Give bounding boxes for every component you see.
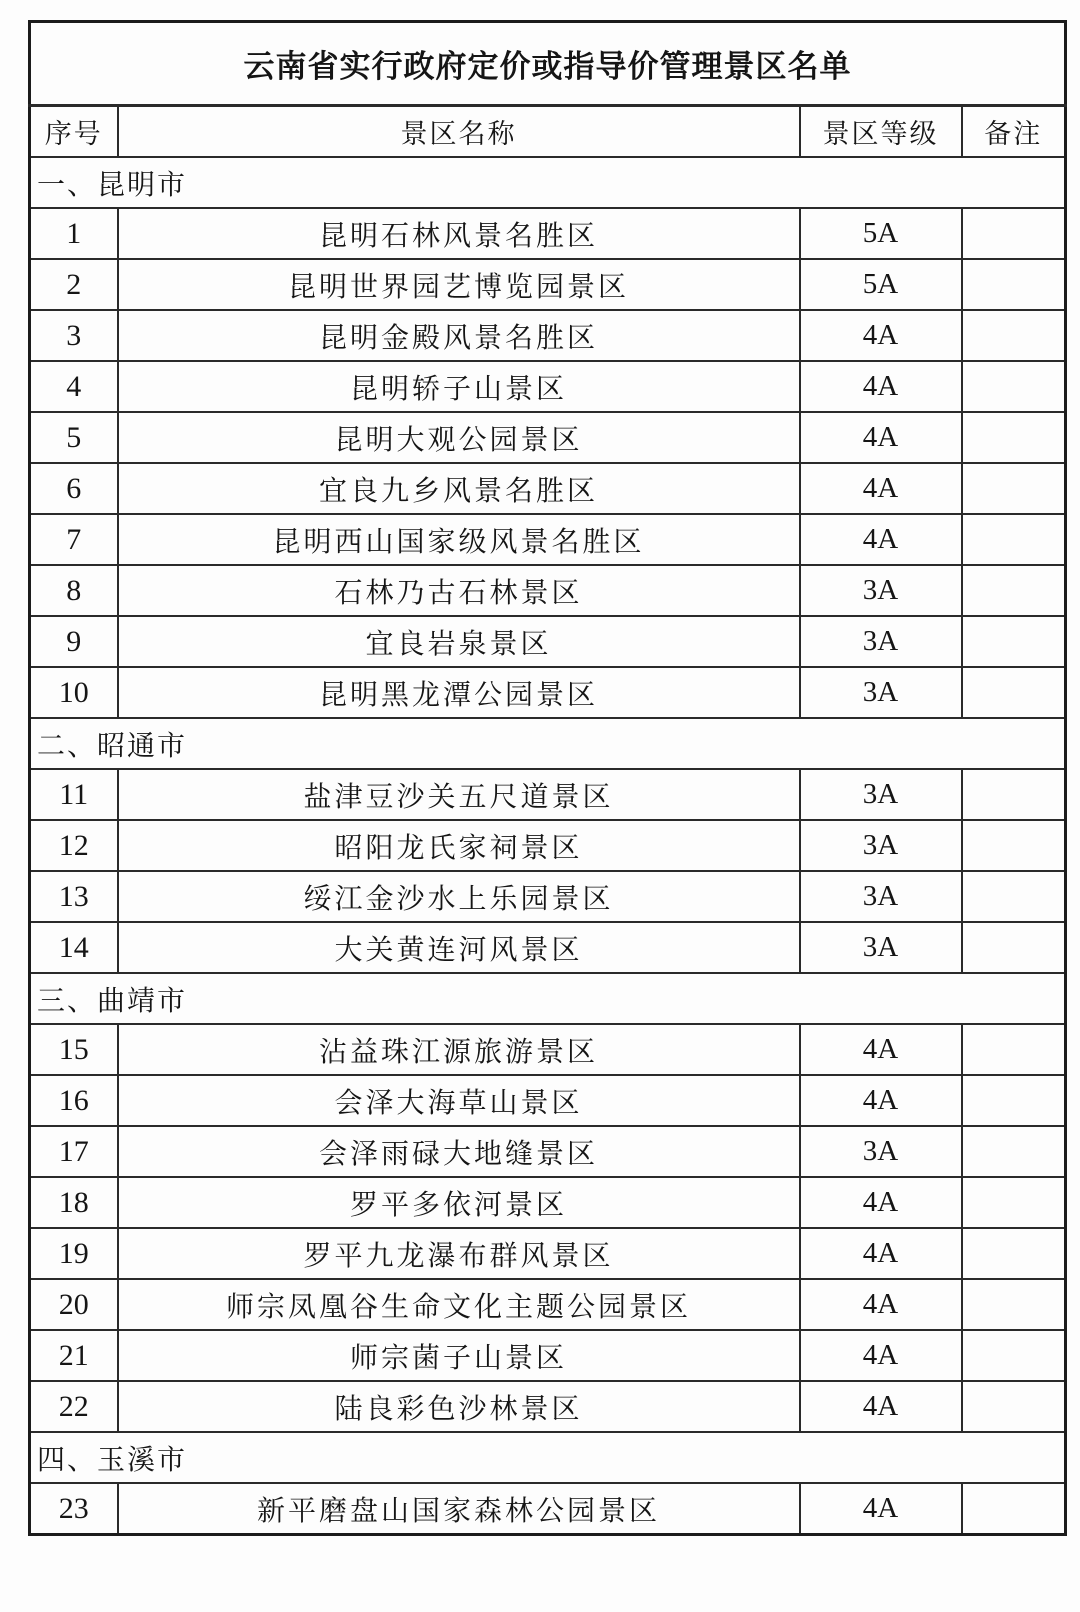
- remark: [962, 514, 1066, 565]
- row-number: 19: [30, 1228, 118, 1279]
- table-row: [30, 1126, 1066, 1177]
- document-title: 云南省实行政府定价或指导价管理景区名单: [30, 22, 1066, 106]
- row-number: 3: [30, 310, 118, 361]
- title-row: [30, 22, 1066, 106]
- scenic-area-grade: 3A: [800, 871, 962, 922]
- remark: [962, 820, 1066, 871]
- remark: [962, 412, 1066, 463]
- row-number: 5: [30, 412, 118, 463]
- table-row: [30, 1228, 1066, 1279]
- row-number: 18: [30, 1177, 118, 1228]
- scenic-area-name: 陆良彩色沙林景区: [118, 1381, 800, 1432]
- remark: [962, 769, 1066, 820]
- remark: [962, 208, 1066, 259]
- column-header-row: [30, 106, 1066, 158]
- row-number: 17: [30, 1126, 118, 1177]
- remark: [962, 1279, 1066, 1330]
- remark: [962, 1024, 1066, 1075]
- remark: [962, 667, 1066, 718]
- scenic-area-table: [28, 20, 1067, 1536]
- scenic-area-name: 昆明大观公园景区: [118, 412, 800, 463]
- scenic-area-name: 罗平九龙瀑布群风景区: [118, 1228, 800, 1279]
- scenic-area-name: 昆明金殿风景名胜区: [118, 310, 800, 361]
- row-number: 7: [30, 514, 118, 565]
- remark: [962, 1177, 1066, 1228]
- scenic-area-name: 大关黄连河风景区: [118, 922, 800, 973]
- scenic-area-name: 绥江金沙水上乐园景区: [118, 871, 800, 922]
- scenic-area-name: 宜良九乡风景名胜区: [118, 463, 800, 514]
- column-header-grade: 景区等级: [800, 106, 962, 158]
- scenic-area-grade: 4A: [800, 412, 962, 463]
- remark: [962, 1075, 1066, 1126]
- scenic-area-grade: 4A: [800, 1177, 962, 1228]
- table-row: [30, 616, 1066, 667]
- scenic-area-grade: 4A: [800, 1381, 962, 1432]
- table-row: [30, 1279, 1066, 1330]
- section-row: [30, 1432, 1066, 1483]
- scenic-area-grade: 4A: [800, 463, 962, 514]
- remark: [962, 259, 1066, 310]
- remark: [962, 871, 1066, 922]
- row-number: 2: [30, 259, 118, 310]
- scenic-area-grade: 3A: [800, 769, 962, 820]
- scenic-area-name: 新平磨盘山国家森林公园景区: [118, 1483, 800, 1535]
- row-number: 4: [30, 361, 118, 412]
- row-number: 12: [30, 820, 118, 871]
- scenic-area-grade: 3A: [800, 922, 962, 973]
- scenic-area-grade: 5A: [800, 208, 962, 259]
- scenic-area-name: 昆明西山国家级风景名胜区: [118, 514, 800, 565]
- table-body: [30, 157, 1066, 1535]
- table-row: [30, 820, 1066, 871]
- scenic-area-name: 师宗菌子山景区: [118, 1330, 800, 1381]
- row-number: 6: [30, 463, 118, 514]
- row-number: 16: [30, 1075, 118, 1126]
- scenic-area-grade: 4A: [800, 1075, 962, 1126]
- table-row: [30, 1483, 1066, 1535]
- column-header-name: 景区名称: [118, 106, 800, 158]
- row-number: 22: [30, 1381, 118, 1432]
- scenic-area-name: 盐津豆沙关五尺道景区: [118, 769, 800, 820]
- remark: [962, 1381, 1066, 1432]
- row-number: 20: [30, 1279, 118, 1330]
- remark: [962, 616, 1066, 667]
- scenic-area-name: 会泽雨碌大地缝景区: [118, 1126, 800, 1177]
- scenic-area-name: 昆明世界园艺博览园景区: [118, 259, 800, 310]
- section-label: 四、玉溪市: [30, 1432, 1066, 1483]
- remark: [962, 1126, 1066, 1177]
- remark: [962, 1228, 1066, 1279]
- table-row: [30, 565, 1066, 616]
- scenic-area-grade: 4A: [800, 361, 962, 412]
- scenic-area-grade: 4A: [800, 514, 962, 565]
- table-row: [30, 667, 1066, 718]
- table-row: [30, 259, 1066, 310]
- table-row: [30, 769, 1066, 820]
- section-row: [30, 157, 1066, 208]
- table-row: [30, 310, 1066, 361]
- scenic-area-grade: 5A: [800, 259, 962, 310]
- table-row: [30, 412, 1066, 463]
- table-row: [30, 1024, 1066, 1075]
- row-number: 10: [30, 667, 118, 718]
- remark: [962, 1483, 1066, 1535]
- table-row: [30, 514, 1066, 565]
- table-row: [30, 871, 1066, 922]
- row-number: 13: [30, 871, 118, 922]
- scenic-area-name: 罗平多依河景区: [118, 1177, 800, 1228]
- table-row: [30, 361, 1066, 412]
- remark: [962, 310, 1066, 361]
- row-number: 23: [30, 1483, 118, 1535]
- remark: [962, 463, 1066, 514]
- remark: [962, 565, 1066, 616]
- section-label: 一、昆明市: [30, 157, 1066, 208]
- remark: [962, 1330, 1066, 1381]
- column-header-note: 备注: [962, 106, 1066, 158]
- row-number: 11: [30, 769, 118, 820]
- row-number: 9: [30, 616, 118, 667]
- scenic-area-name: 昆明黑龙潭公园景区: [118, 667, 800, 718]
- row-number: 1: [30, 208, 118, 259]
- row-number: 14: [30, 922, 118, 973]
- scenic-area-name: 会泽大海草山景区: [118, 1075, 800, 1126]
- section-row: [30, 718, 1066, 769]
- table-row: [30, 922, 1066, 973]
- table-row: [30, 208, 1066, 259]
- row-number: 21: [30, 1330, 118, 1381]
- section-row: [30, 973, 1066, 1024]
- scenic-area-name: 石林乃古石林景区: [118, 565, 800, 616]
- column-header-no: 序号: [30, 106, 118, 158]
- table-row: [30, 1330, 1066, 1381]
- scenic-area-name: 宜良岩泉景区: [118, 616, 800, 667]
- scenic-area-name: 昆明石林风景名胜区: [118, 208, 800, 259]
- remark: [962, 361, 1066, 412]
- scenic-area-name: 昆明轿子山景区: [118, 361, 800, 412]
- scenic-area-grade: 4A: [800, 1228, 962, 1279]
- table-row: [30, 1381, 1066, 1432]
- scenic-area-grade: 4A: [800, 1330, 962, 1381]
- row-number: 15: [30, 1024, 118, 1075]
- scenic-area-grade: 3A: [800, 1126, 962, 1177]
- section-label: 三、曲靖市: [30, 973, 1066, 1024]
- scenic-area-grade: 4A: [800, 1024, 962, 1075]
- scenic-area-name: 昭阳龙氏家祠景区: [118, 820, 800, 871]
- section-label: 二、昭通市: [30, 718, 1066, 769]
- scenic-area-grade: 4A: [800, 1483, 962, 1535]
- scenic-area-grade: 3A: [800, 565, 962, 616]
- row-number: 8: [30, 565, 118, 616]
- scenic-area-grade: 3A: [800, 667, 962, 718]
- scenic-area-grade: 4A: [800, 310, 962, 361]
- table-row: [30, 1075, 1066, 1126]
- scenic-area-name: 师宗凤凰谷生命文化主题公园景区: [118, 1279, 800, 1330]
- remark: [962, 922, 1066, 973]
- scenic-area-grade: 3A: [800, 820, 962, 871]
- table-row: [30, 1177, 1066, 1228]
- table-row: [30, 463, 1066, 514]
- scenic-area-name: 沾益珠江源旅游景区: [118, 1024, 800, 1075]
- scenic-area-grade: 4A: [800, 1279, 962, 1330]
- scenic-area-grade: 3A: [800, 616, 962, 667]
